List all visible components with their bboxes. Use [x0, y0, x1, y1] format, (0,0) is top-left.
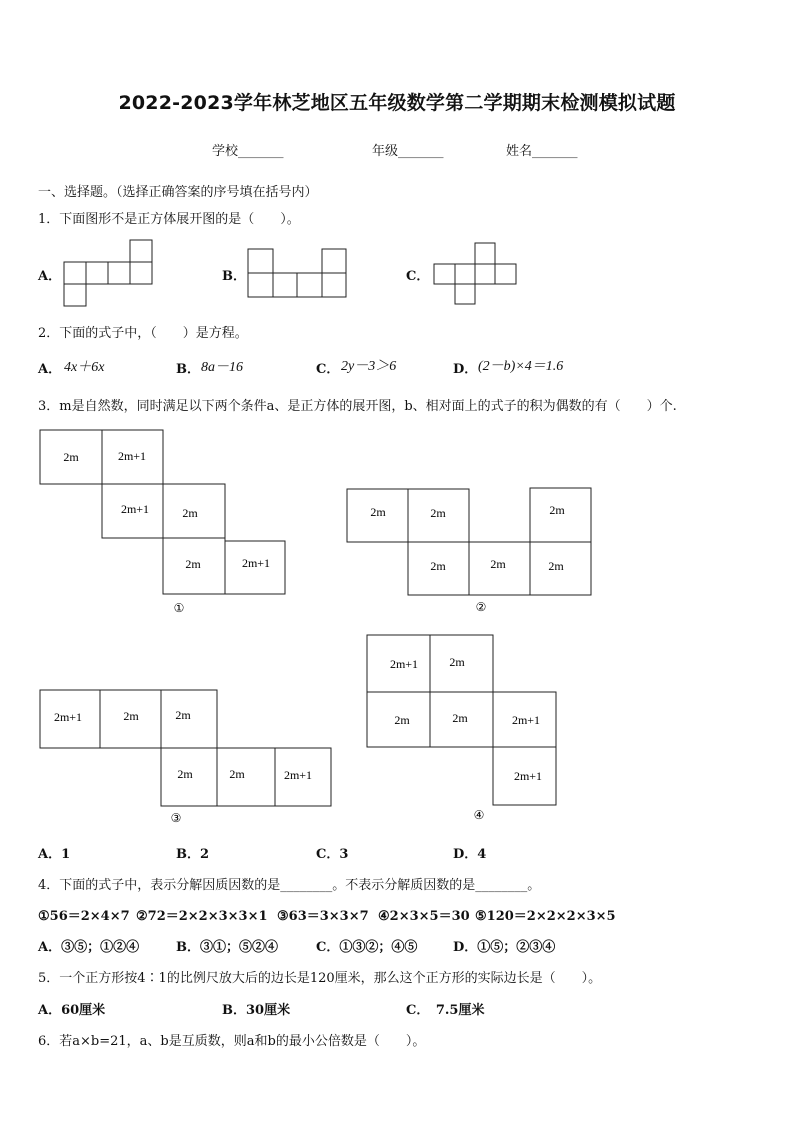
question-1-stem: 1．下面图形不是正方体展开图的是（ ）。	[38, 212, 300, 227]
question-5-stem: 5．一个正方形按4∶1的比例尺放大后的边长是120厘米，那么这个正方形的实际边长是（ ）。	[38, 971, 602, 986]
question-6-stem: 6．若a×b=21，a、b是互质数，则a和b的最小公倍数是（ ）。	[38, 1034, 426, 1049]
q3-figure-4	[364, 632, 560, 824]
question-2-stem: 2．下面的式子中，（ ）是方程。	[38, 326, 248, 341]
q5-option-a: A．60厘米	[38, 1003, 106, 1018]
q1-option-b-net	[246, 248, 350, 298]
fig2-cell-5: 2m	[490, 557, 506, 571]
fig4-cell-3: 2m	[394, 713, 410, 727]
fig2-cell-2: 2m	[430, 506, 446, 520]
q3-figure-2	[344, 486, 596, 618]
fig1-cell-6: 2m+1	[241, 556, 271, 570]
q5-option-b: B．30厘米	[222, 1003, 291, 1018]
fig2-cell-1: 2m	[370, 505, 386, 519]
fig1-cell-2: 2m+1	[117, 449, 147, 463]
fig4-cell-4: 2m	[452, 711, 468, 725]
q2-option-b-expr: 8a－16	[201, 360, 243, 375]
q3-figure-1	[38, 428, 290, 618]
name-field: 姓名_______	[506, 144, 578, 159]
fig2-cell-4: 2m	[430, 559, 446, 573]
fig1-cell-3: 2m+1	[120, 502, 150, 516]
fig1-cell-4: 2m	[182, 506, 198, 520]
section-heading: 一、选择题。（选择正确答案的序号填在括号内）	[38, 185, 318, 200]
q4-item-5: ⑤120＝2×2×2×3×5	[475, 909, 616, 924]
fig1-cell-1: 2m	[63, 450, 79, 464]
q1-option-c-net	[432, 242, 520, 306]
exam-title: 2022-2023学年林芝地区五年级数学第二学期期末检测模拟试题	[118, 92, 676, 114]
q1-option-b-label: B．	[222, 269, 246, 284]
fig2-cell-6: 2m	[548, 559, 564, 573]
q2-option-a-expr: 4x＋6x	[64, 360, 105, 375]
fig3-cell-2: 2m	[123, 709, 139, 723]
fig4-cell-2: 2m	[449, 655, 465, 669]
q3-option-b: B．2	[176, 847, 210, 862]
fig3-cell-1: 2m+1	[53, 710, 83, 724]
q1-option-a-net	[60, 239, 156, 307]
fig2-cell-3: 2m	[549, 503, 565, 517]
q3-option-d: D．4	[453, 847, 487, 862]
q1-option-c-label: C．	[406, 269, 430, 284]
question-4-stem: 4．下面的式子中，表示分解因质因数的是________。不表示分解质因数的是________。	[38, 878, 541, 893]
q4-option-d: D．①⑤；②③④	[453, 940, 556, 955]
q4-item-1: ①56＝2×4×7	[38, 909, 130, 924]
fig3-cell-4: 2m	[177, 767, 193, 781]
q4-item-3: ③63＝3×3×7	[277, 909, 369, 924]
fig1-label: ①	[173, 601, 185, 615]
fig4-cell-6: 2m+1	[513, 769, 543, 783]
fig1-cell-5: 2m	[185, 557, 201, 571]
fig4-cell-5: 2m+1	[511, 713, 541, 727]
q4-option-a: A．③⑤；①②④	[38, 940, 140, 955]
q4-item-2: ②72＝2×2×3×3×1	[136, 909, 268, 924]
q2-option-c-expr: 2y－3＞6	[341, 359, 397, 374]
q4-option-b: B．③①；⑤②④	[176, 940, 278, 955]
q3-option-a: A．1	[38, 847, 71, 862]
fig3-cell-5: 2m	[229, 767, 245, 781]
fig2-label: ②	[475, 600, 487, 614]
school-field: 学校_______	[212, 144, 284, 159]
q3-figure-3	[38, 688, 334, 828]
question-3-stem: 3．m是自然数，同时满足以下两个条件a、是正方体的展开图，b、相对面上的式子的积为偶数的有（ ）个.	[38, 399, 677, 414]
q4-option-c: C．①③②；④⑤	[316, 940, 418, 955]
fig3-cell-3: 2m	[175, 708, 191, 722]
fig3-label: ③	[170, 811, 182, 825]
q2-option-d-expr: (2－b)×4＝1.6	[478, 359, 564, 374]
grade-field: 年级_______	[372, 144, 444, 159]
q2-option-a-label: A．	[38, 362, 62, 377]
q2-option-b-label: B．	[176, 362, 200, 377]
q5-option-c: C． 7.5厘米	[406, 1003, 485, 1018]
fig4-label: ④	[473, 808, 485, 822]
q2-option-d-label: D．	[453, 362, 478, 377]
q3-option-c: C．3	[316, 847, 349, 862]
fig3-cell-6: 2m+1	[283, 768, 313, 782]
q2-option-c-label: C．	[316, 362, 340, 377]
q4-item-4: ④2×3×5＝30	[378, 909, 470, 924]
q1-option-a-label: A．	[38, 269, 62, 284]
fig4-cell-1: 2m+1	[389, 657, 419, 671]
